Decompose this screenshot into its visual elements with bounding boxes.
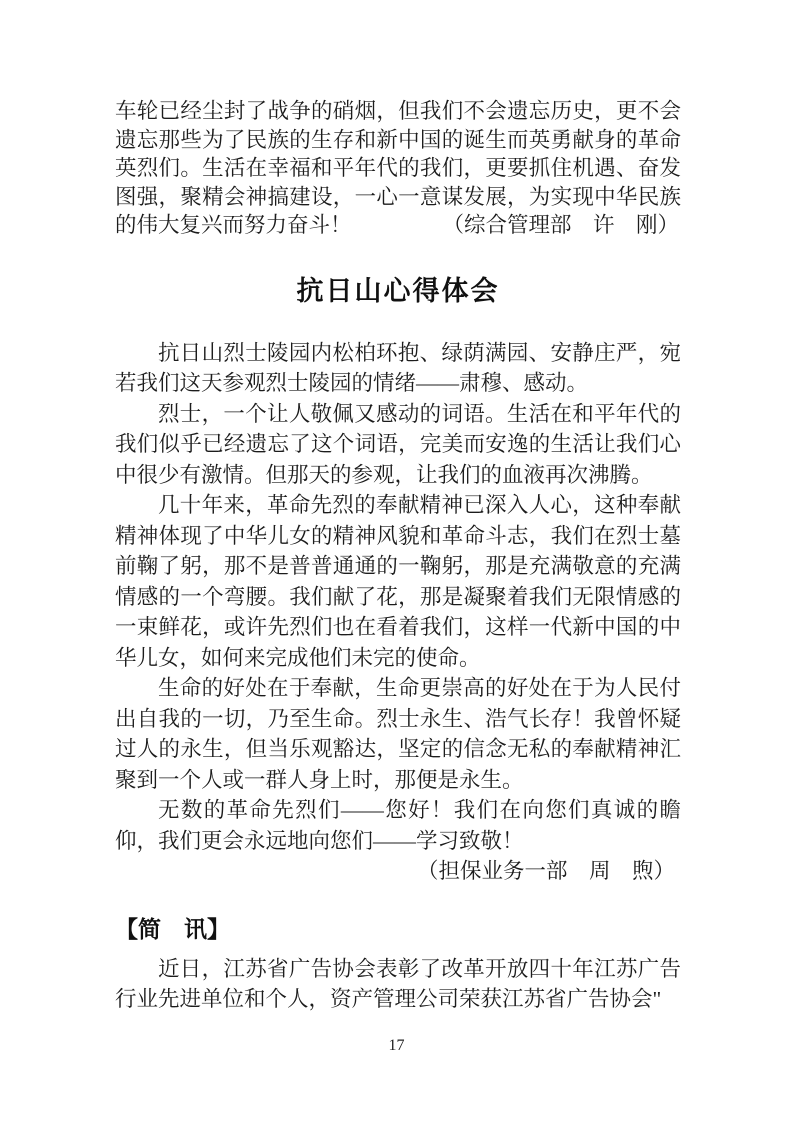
article-paragraph-5: 无数的革命先烈们——您好！我们在向您们真诚的瞻仰，我们更会永远地向您们——学习致敬！ [115, 798, 681, 853]
article-paragraph-2: 烈士，一个让人敬佩又感动的词语。生活在和平年代的我们似乎已经遗忘了这个词语，完美而安逸的生活让我们心中很少有激情。但那天的参观，让我们的血液再次沸腾。 [115, 401, 681, 487]
top-article-signature: （综合管理部 许 刚） [442, 213, 679, 237]
article-paragraph-4: 生命的好处在于奉献，生命更崇高的好处在于为人民付出自我的一切，乃至生命。烈士永生、浩气长存！我曾怀疑过人的永生，但当乐观豁达，坚定的信念无私的奉献精神汇聚到一个人或一群人身上时，那便是永生。 [115, 676, 681, 792]
briefs-paragraph: 近日，江苏省广告协会表彰了改革开放四十年江苏广告行业先进单位和个人，资产管理公司荣获江苏省广告协会" [115, 956, 681, 1011]
page-number: 17 [388, 1037, 405, 1054]
article-paragraph-1: 抗日山烈士陵园内松柏环抱、绿荫满园、安静庄严，宛若我们这天参观烈士陵园的情绪——肃穆、感动。 [115, 340, 681, 395]
text-column [115, 97, 681, 1015]
article-title: 抗日山心得体会 [296, 275, 500, 306]
article-paragraph-3: 几十年来，革命先烈的奉献精神已深入人心，这种奉献精神体现了中华儿女的精神风貌和革命斗志，我们在烈士墓前鞠了躬，那不是普普通通的一鞠躬，那是充满敬意的充满情感的一个弯腰。我们献了花，那是凝聚着我们无限情感的一束鲜花，或许先烈们也在看着我们，这样一代新中国的中华儿女，如何来完成他们未完的使命。 [115, 493, 681, 670]
top-article-text: 车轮已经尘封了战争的硝烟，但我们不会遗忘历史，更不会遗忘那些为了民族的生存和新中国的诞生而英勇献身的革命英烈们。生活在幸福和平年代的我们，更要抓住机遇、奋发图强，聚精会神搞建设，一心一意谋发展，为实现中华民族的伟大复兴而努力奋斗！ [115, 99, 681, 237]
top-article-paragraph [115, 97, 681, 240]
briefs-section-heading: 【简 讯】 [115, 915, 230, 942]
article-signature: （担保业务一部 周 煦） [416, 859, 675, 883]
